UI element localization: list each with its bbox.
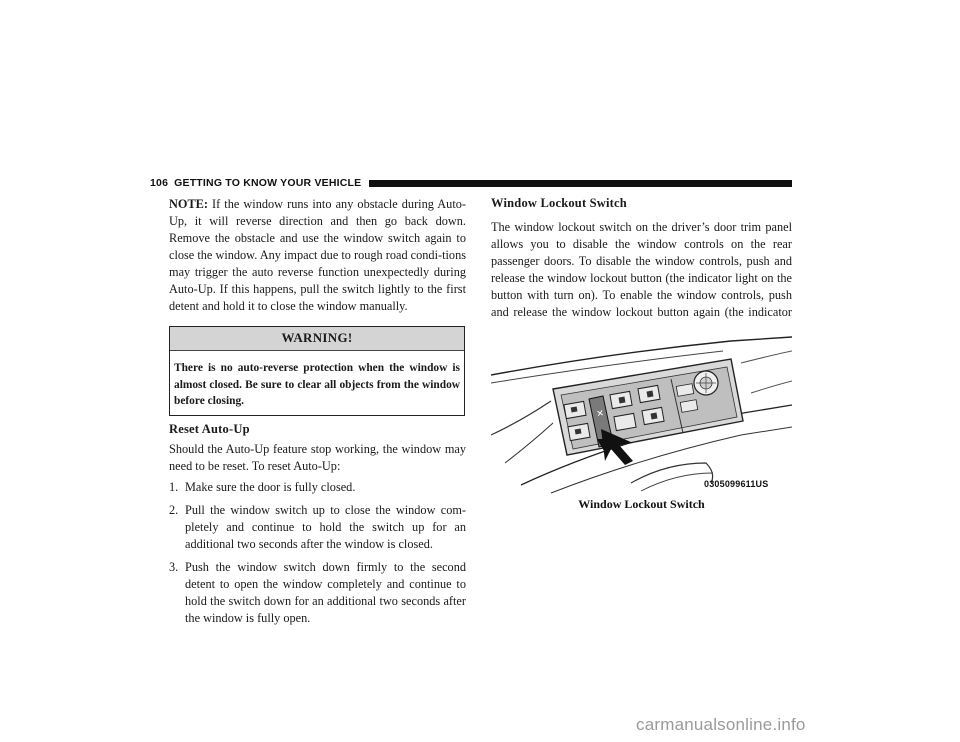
note-paragraph: [169, 196, 466, 315]
page-number: 106: [150, 177, 169, 189]
step-text: Push the window switch down firmly to the second detent to open the window completely and continue to hold the switch down for an additional two seconds after the window is fully open.: [185, 559, 466, 625]
step-number: 3.: [169, 559, 179, 574]
mirror-control-icon: [694, 371, 718, 395]
warning-title: WARNING!: [170, 327, 464, 351]
step-text: Make sure the door is fully closed.: [185, 479, 356, 494]
step-number: 1.: [169, 479, 179, 494]
right-column: [491, 196, 792, 338]
figure-caption: Window Lockout Switch: [578, 497, 705, 511]
steps-list: [169, 479, 466, 627]
figure-code: 0305099611US: [704, 479, 769, 489]
note-label: NOTE:: [169, 197, 208, 211]
left-column: [169, 196, 466, 633]
door-panel-illustration: [491, 323, 792, 496]
reset-heading: Reset Auto-Up: [169, 421, 250, 436]
list-item: [169, 479, 466, 496]
list-item: [169, 502, 466, 553]
lockout-heading: Window Lockout Switch: [491, 196, 627, 210]
list-item: [169, 559, 466, 627]
step-text: Pull the window switch up to close the window com-pletely and continue to hold the switch up for an additional two seconds after the window is closed.: [185, 502, 466, 551]
svg-text:✕: ✕: [595, 408, 605, 420]
lockout-body: The window lockout switch on the driver’s door trim panel allows you to disable the window controls on the rear passenger doors. To disable the window controls, push and release the window lockout button (the indicator light on the button with turn on). To enable the window controls, push and release the window lockout button again (the indicator: [491, 220, 792, 319]
warning-box: [169, 326, 465, 416]
lockout-switch-figure: [491, 323, 792, 496]
page-header: [150, 176, 792, 190]
header-rule: [369, 180, 792, 187]
warning-text: There is no auto-reverse protection when the window is almost closed. Be sure to clear all objects from the window before closing.: [174, 362, 460, 407]
section-title: GETTING TO KNOW YOUR VEHICLE: [174, 177, 362, 189]
watermark: carmanualsonline.info: [636, 715, 806, 734]
note-text: If the window runs into any obstacle during Auto-Up, it will reverse direction and then go back down. Remove the obstacle and use the window switch again to close the window. Any impact due to rough road condi-tions may trigger the auto reverse function unexpectedly during Auto-Up. If this happens, pull the switch lightly to the first detent and hold it to close the window manually.: [169, 197, 467, 313]
step-number: 2.: [169, 502, 179, 517]
reset-intro: Should the Auto-Up feature stop working, the window may need to be reset. To reset Auto-Up:: [169, 441, 466, 473]
